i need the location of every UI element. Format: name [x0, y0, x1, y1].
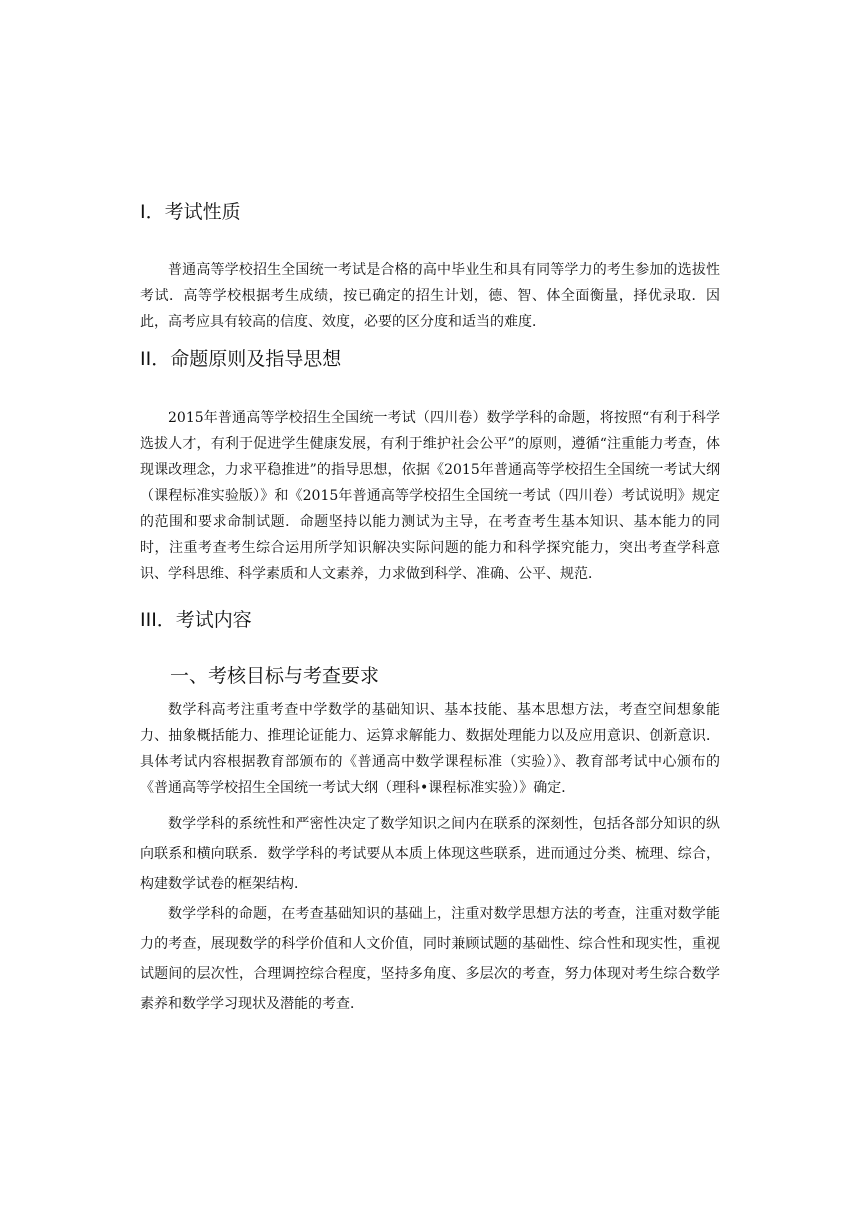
paragraph-proposition: 数学学科的命题，在考查基础知识的基础上，注重对数学思想方法的考查，注重对数学能力的考查，展现数学的科学价值和人文价值，同时兼顾试题的基础性、综合性和现实性，重视试题间的层次性，合理调控综合程度，坚持多角度、多层次的考查，努力体现对考生综合数学素养和数学学习现状及潜能的考查．	[140, 906, 720, 1012]
paragraph-systematic: 数学学科的系统性和严密性决定了数学知识之间内在联系的深刻性，包括各部分知识的纵向联系和横向联系．数学学科的考试要从本质上体现这些联系，进而通过分类、梳理、综合，构建数学试卷的框架结构．	[140, 816, 720, 892]
section-heading-exam-content: III．考试内容	[140, 609, 252, 631]
paragraph-objectives: 数学科高考注重考查中学数学的基础知识、基本技能、基本思想方法，考查空间想象能力、抽象概括能力、推理论证能力、运算求解能力、数据处理能力以及应用意识、创新意识．具体考试内容根据教育部颁布的《普通高中数学课程标准（实验）》、教育部考试中心颁布的《普通高等学校招生全国统一考试大纲（理科•课程标准实验）》确定．	[140, 702, 720, 796]
paragraph-principles: 2015年普通高等学校招生全国统一考试（四川卷）数学学科的命题，将按照“有利于科学选拔人才，有利于促进学生健康发展，有利于维护社会公平”的原则，遵循“注重能力考查，体现课改理念，力求平稳推进”的指导思想，依据《2015年普通高等学校招生全国统一考试大纲（课程标准实验版）》和《2015年普通高等学校招生全国统一考试（四川卷）考试说明》规定的范围和要求命制试题．命题坚持以能力测试为主导，在考查考生基本知识、基本能力的同时，注重考查考生综合运用所学知识解决实际问题的能力和科学探究能力，突出考查学科意识、学科思维、科学素质和人文素养，力求做到科学、准确、公平、规范．	[140, 410, 720, 582]
subsection-heading-objectives: 一、考核目标与考查要求	[170, 665, 380, 687]
section-heading-principles: II．命题原则及指导思想	[140, 348, 342, 370]
paragraph-exam-nature: 普通高等学校招生全国统一考试是合格的高中毕业生和具有同等学力的考生参加的选拔性考试．高等学校根据考生成绩，按已确定的招生计划，德、智、体全面衡量，择优录取．因此，高考应具有较高的信度、效度，必要的区分度和适当的难度．	[140, 262, 720, 330]
section-heading-exam-nature: Ⅰ．考试性质	[140, 201, 241, 223]
